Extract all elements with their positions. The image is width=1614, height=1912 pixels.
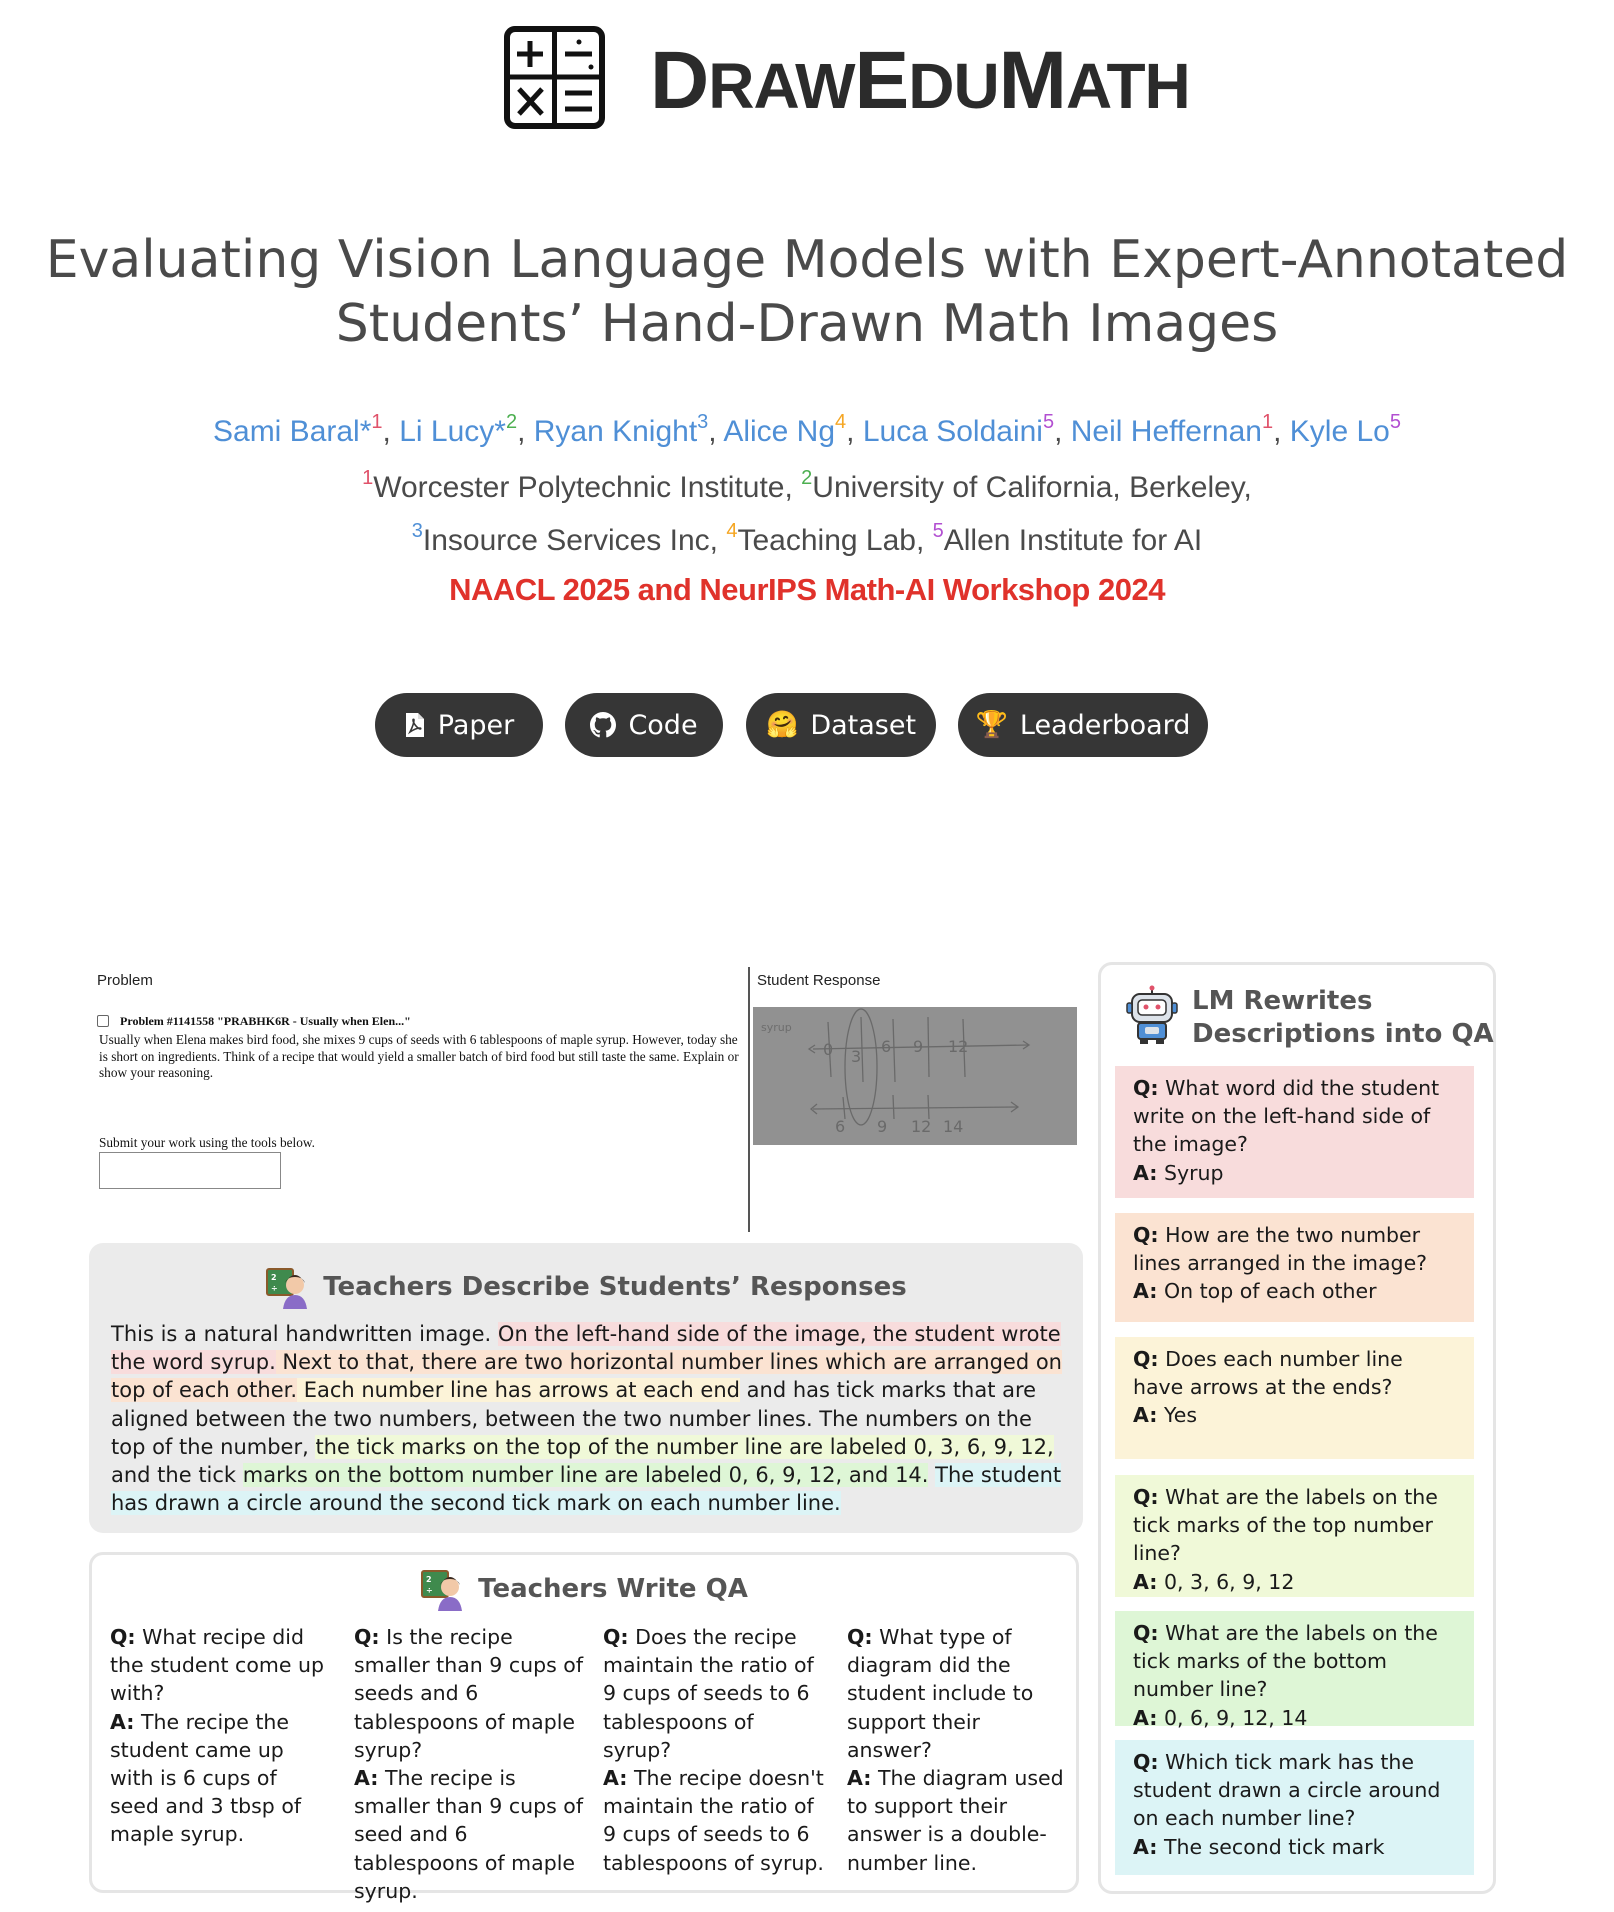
problem-body: Usually when Elena makes bird food, she mixes 9 cups of seeds with 6 tablespoons of maple syrup. However, today she is short on ingredients. Think of a recipe that would yield a smaller batch of bird food but still taste the same. Explain or show your reasoning. [99, 1032, 739, 1080]
teachers-description-text [111, 1320, 1071, 1517]
teacher-qa-item [847, 1623, 1069, 1877]
author-link[interactable]: Kyle Lo [1289, 415, 1390, 448]
affiliation: Insource Services Inc, [422, 524, 718, 557]
lm-question: Does each number line have arrows at the ends? [1133, 1347, 1403, 1400]
a-label: A: [354, 1766, 379, 1791]
description-segment-highlight: The student has drawn a circle around the second tick mark on each number line. [111, 1463, 1062, 1516]
venue-text: NAACL 2025 and NeurIPS Math-AI Workshop 2024 [449, 572, 1165, 607]
description-segment-highlight: the tick marks on the top of the number line are labeled 0, 3, 6, 9, 12, [315, 1434, 1054, 1459]
paper-button-label: Paper [437, 709, 515, 741]
author-link[interactable]: Luca Soldaini [862, 415, 1043, 448]
sketch-label: 3 [851, 1047, 862, 1066]
student-response-image [753, 1007, 1077, 1145]
a-label: A: [1133, 1160, 1158, 1185]
problem-checkbox[interactable] [97, 1015, 109, 1027]
teachers-write-qa-title: Teachers Write QA [478, 1574, 748, 1604]
affiliation: University of California, Berkeley, [812, 471, 1252, 504]
description-segment: and the tick [111, 1463, 243, 1488]
affiliation-marker: 5 [1389, 411, 1401, 433]
description-segment-highlight: Next to that, there are two horizontal number lines which are arranged on top of each other. [111, 1350, 1062, 1403]
a-label: A: [603, 1766, 628, 1791]
q-label: Q: [1133, 1347, 1159, 1371]
lm-qa-card [1115, 1213, 1474, 1322]
author-link[interactable]: Ryan Knight [533, 415, 698, 448]
q-label: Q: [1133, 1485, 1159, 1509]
a-label: A: [1133, 1279, 1158, 1304]
description-segment-highlight: On the left-hand side of the image, the student wrote the word syrup. [111, 1322, 1061, 1375]
lm-answer: On top of each other [1163, 1279, 1377, 1304]
q-label: Q: [1133, 1621, 1159, 1645]
affiliation: Worcester Polytechnic Institute, [373, 471, 793, 504]
leaderboard-button-label: Leaderboard [1019, 709, 1191, 741]
a-label: A: [1133, 1403, 1158, 1428]
svg-text:2: 2 [271, 1273, 277, 1282]
github-icon [590, 712, 616, 738]
lm-answer: 0, 3, 6, 9, 12 [1163, 1569, 1295, 1594]
student-response-label: Student Response [757, 972, 881, 989]
lm-question: What word did the student write on the left-hand side of the image? [1133, 1076, 1440, 1157]
q-label: Q: [110, 1625, 136, 1649]
problem-heading: Problem #1141558 "PRABHK6R - Usually when Elen..." [120, 1014, 411, 1028]
lm-question: How are the two number lines arranged in the image? [1133, 1223, 1428, 1276]
teacher-answer: The recipe doesn't maintain the ratio of 9 cups of seeds to 6 tablespoons of syrup. [603, 1766, 824, 1875]
sketch-label: 6 [881, 1037, 892, 1056]
lm-question: Which tick mark has the student drawn a circle around on each number line? [1133, 1750, 1441, 1831]
lm-qa-card [1115, 1740, 1474, 1875]
a-label: A: [1133, 1705, 1158, 1730]
affiliation: Teaching Lab, [737, 524, 925, 557]
teacher-answer: The recipe the student came up with is 6 cups of seed and 3 tbsp of maple syrup. [110, 1709, 302, 1847]
sketch-label: 12 [948, 1037, 969, 1056]
sketch-label: 14 [943, 1117, 964, 1136]
a-label: A: [1133, 1569, 1158, 1594]
hugging-face-icon: 🤗 [765, 710, 799, 740]
affiliation: Allen Institute for AI [943, 524, 1203, 557]
work-input-box[interactable] [99, 1152, 281, 1189]
teacher-qa-item [110, 1623, 330, 1849]
sketch-label: 9 [877, 1117, 888, 1136]
pdf-icon [404, 712, 426, 738]
lm-answer: 0, 6, 9, 12, 14 [1163, 1705, 1308, 1730]
q-label: Q: [1133, 1223, 1159, 1247]
sketch-label: 9 [913, 1037, 924, 1056]
description-segment-highlight: marks on the bottom number line are labeled 0, 6, 9, 12, and 14. [242, 1463, 929, 1488]
affiliation-marker: 1 [362, 467, 374, 489]
teacher-icon [265, 1265, 309, 1309]
sketch-label: 0 [823, 1040, 834, 1059]
q-label: Q: [354, 1625, 380, 1649]
affiliation-marker: 3 [411, 520, 423, 542]
affiliation-marker: 1 [1262, 411, 1274, 433]
affiliation-marker: 4 [726, 520, 738, 542]
logo-calculator-icon [503, 25, 606, 130]
leaderboard-button[interactable] [958, 693, 1208, 757]
dataset-button-label: Dataset [810, 709, 917, 741]
dataset-button[interactable] [746, 693, 936, 757]
q-label: Q: [1133, 1750, 1159, 1774]
teacher-qa-item [603, 1623, 828, 1877]
teachers-describe-heading [89, 1265, 1083, 1309]
robot-icon [1126, 985, 1178, 1045]
a-label: A: [110, 1709, 135, 1734]
svg-text:÷: ÷ [271, 1284, 278, 1293]
teacher-answer: The recipe is smaller than 9 cups of seed and 6 tablespoons of maple syrup. [354, 1766, 584, 1903]
a-label: A: [1133, 1834, 1158, 1859]
page-title-line-1: Evaluating Vision Language Models with Expert-Annotated [45, 230, 1569, 290]
code-button-label: Code [628, 709, 698, 741]
code-button[interactable] [565, 693, 723, 757]
lm-qa-card [1115, 1611, 1474, 1730]
problem-label: Problem [97, 972, 153, 989]
affiliation-marker: 4 [835, 411, 847, 433]
lm-question: What are the labels on the tick marks of the bottom number line? [1133, 1621, 1438, 1702]
svg-text:2: 2 [426, 1575, 432, 1584]
author-link[interactable]: Sami Baral* [213, 415, 372, 448]
teachers-write-qa-heading [89, 1567, 1079, 1611]
trophy-icon: 🏆 [975, 710, 1008, 740]
teacher-question: What type of diagram did the student include to support their answer? [847, 1625, 1034, 1762]
lm-question: What are the labels on the tick marks of the top number line? [1133, 1485, 1438, 1566]
author-list: Sami Baral*$^1$, Li Lucy*$^2$, Ryan Knight$^3$, Alice Ng$^4$, Luca Soldaini$^5$, Neil Heffernan$^1$, Kyle Lo$^5$ [213, 411, 1401, 448]
affiliations-line-1 [0, 466, 1614, 510]
lm-answer: The second tick mark [1163, 1834, 1385, 1859]
affiliation-marker: 5 [1042, 411, 1055, 433]
affiliation-marker: 3 [697, 411, 709, 433]
page-title [0, 228, 1614, 356]
lm-answer: Yes [1163, 1403, 1198, 1428]
teachers-describe-title: Teachers Describe Students’ Responses [323, 1272, 907, 1302]
lm-answer: Syrup [1163, 1160, 1224, 1185]
paper-button[interactable] [375, 693, 543, 757]
teacher-question: What recipe did the student come up with? [110, 1625, 324, 1706]
teacher-qa-item [354, 1623, 584, 1905]
q-label: Q: [847, 1625, 873, 1649]
author-link[interactable]: Neil Heffernan [1070, 415, 1262, 448]
description-segment: This is a natural handwritten image. [111, 1322, 498, 1346]
a-label: A: [847, 1766, 872, 1791]
lm-qa-card [1115, 1337, 1474, 1459]
teacher-question: Does the recipe maintain the ratio of 9 cups of seeds to 6 tablespoons of syrup? [603, 1625, 814, 1762]
figure-divider [748, 967, 750, 1232]
affiliations-line-2 [0, 519, 1614, 563]
logo-wordmark: DRAWEDUMATH [650, 35, 1190, 126]
sketch-word: syrup [761, 1021, 792, 1034]
description-segment-highlight: Each number line has arrows at each end [297, 1378, 740, 1403]
affiliation-marker: 5 [932, 520, 944, 542]
lm-rewrites-title-line-1: LM Rewrites [1192, 986, 1373, 1016]
lm-rewrites-title-line-2: Descriptions into QA [1192, 1019, 1494, 1049]
teacher-question: Is the recipe smaller than 9 cups of seeds and 6 tablespoons of maple syrup? [354, 1625, 584, 1762]
author-link[interactable]: Li Lucy* [399, 415, 506, 448]
sketch-label: 12 [911, 1117, 932, 1136]
svg-text:÷: ÷ [426, 1586, 433, 1595]
author-link[interactable]: Alice Ng [723, 415, 836, 448]
affiliation-marker: 2 [505, 411, 518, 433]
teacher-answer: The diagram used to support their answer is a double-number line. [847, 1766, 1064, 1875]
lm-qa-card [1115, 1475, 1474, 1597]
teacher-icon [420, 1567, 464, 1611]
lm-rewrites-heading [1192, 985, 1494, 1051]
submit-instructions: Submit your work using the tools below. [99, 1135, 315, 1150]
q-label: Q: [603, 1625, 629, 1649]
q-label: Q: [1133, 1076, 1159, 1100]
lm-qa-card [1115, 1066, 1474, 1198]
description-segment: and has tick marks that are aligned between the two numbers, between the two number lines. The numbers on the top of the number, [111, 1378, 1037, 1459]
affiliation-marker: 1 [371, 411, 383, 433]
page-title-line-2: Students’ Hand-Drawn Math Images [335, 294, 1279, 354]
sketch-label: 6 [835, 1117, 846, 1136]
affiliation-marker: 2 [801, 467, 813, 489]
